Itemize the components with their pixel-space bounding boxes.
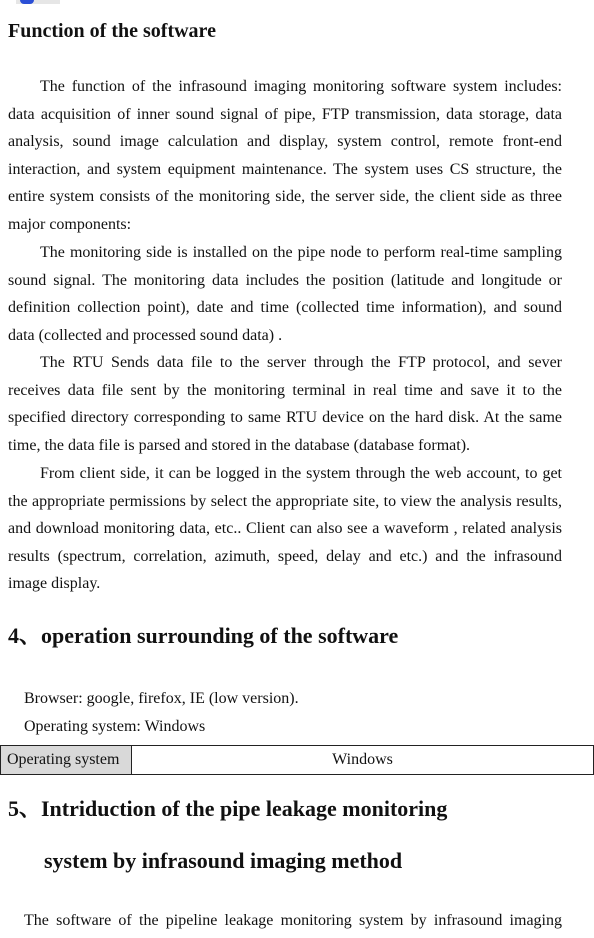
- section-4-heading: 4、operation surrounding of the software: [8, 623, 399, 648]
- section-5-heading-line-1: 5、Intriduction of the pipe leakage monitoring: [8, 796, 448, 821]
- function-heading: Function of the software: [8, 20, 216, 42]
- function-paragraph-1: The function of the infrasound imaging monitoring software system includes: data acquisition of inner sound signal of pipe, FTP transmission, data storage, data analysis, sound image calculation and display, system control, remote front-end interaction, and system equipment maintenance. The system uses CS structure, the entire system consists of the monitoring side, the server side, the client side as three major components:: [8, 78, 562, 233]
- browser-line: Browser: google, firefox, IE (low version).: [24, 690, 299, 707]
- function-paragraph-4: From client side, it can be logged in the system through the web account, to get the appropriate permissions by select the appropriate site, to view the analysis results, and download monitoring data, etc.. Client can also see a waveform , related analysis results (spectrum, correlation, azimuth, speed, delay and etc.) and the infrasound image display.: [8, 465, 562, 593]
- section-5-paragraph: The software of the pipeline leakage monitoring system by infrasound imaging: [24, 912, 562, 929]
- function-paragraph-3: The RTU Sends data file to the server through the FTP protocol, and sever receives data file sent by the monitoring terminal in real time and save it to the specified directory corresponding to same RTU device on the hard disk. At the same time, the data file is parsed and stored in the database (database format).: [8, 354, 562, 454]
- top-scroll-marker: [16, 0, 60, 4]
- blue-marker-icon: [20, 0, 34, 4]
- function-paragraph-2: The monitoring side is installed on the pipe node to perform real-time sampling sound signal. The monitoring data includes the position (latitude and longitude or definition collection point), date and time (collected time information), and sound data (collected and processed sound data) .: [8, 244, 562, 344]
- section-5-heading-line-2: system by infrasound imaging method: [44, 848, 403, 873]
- os-line: Operating system: Windows: [24, 718, 206, 735]
- environment-table: [0, 745, 594, 775]
- table-label-cell: Operating system: [1, 746, 132, 775]
- table-row: [1, 746, 594, 775]
- table-value-cell: Windows: [132, 746, 594, 775]
